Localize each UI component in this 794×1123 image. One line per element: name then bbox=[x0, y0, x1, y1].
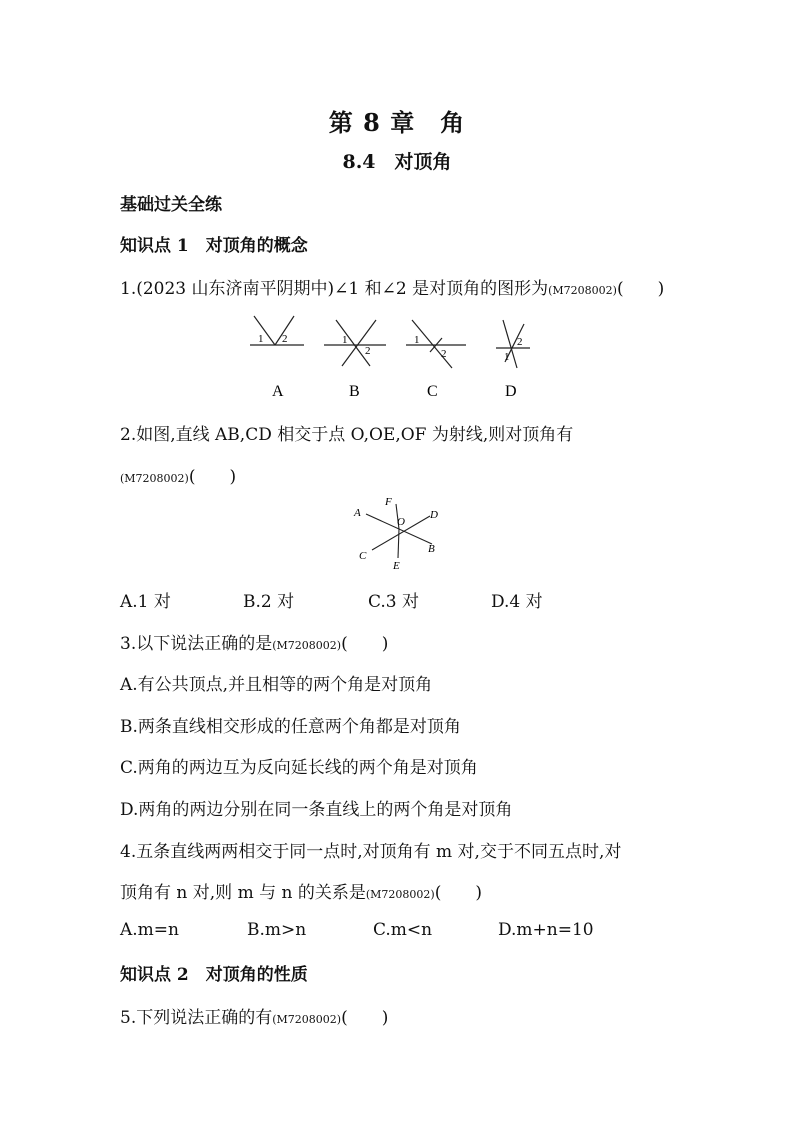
question-2-option-c: C.3 对 bbox=[368, 592, 420, 612]
figure-a-mark-2: 2 bbox=[282, 333, 288, 345]
knowledge-point-2: 知识点 2 对顶角的性质 bbox=[120, 965, 308, 985]
figure-c-mark-2: 2 bbox=[441, 348, 447, 360]
question-1 bbox=[120, 274, 664, 299]
point-c-label: C bbox=[359, 550, 367, 562]
figure-b-mark-1: 1 bbox=[342, 334, 348, 346]
question-3-option-b: B.两条直线相交形成的任意两个角都是对顶角 bbox=[120, 717, 461, 737]
question-2: 2.如图,直线 AB,CD 相交于点 O,OE,OF 为射线,则对顶角有 bbox=[120, 425, 574, 445]
question-5-paren: ( ) bbox=[341, 1008, 389, 1028]
chapter-title: 第 8 章 角 bbox=[328, 108, 466, 137]
question-3-text: 3.以下说法正确的是 bbox=[120, 634, 273, 654]
question-2-figure bbox=[346, 492, 450, 572]
question-2-paren: ( ) bbox=[188, 467, 237, 487]
question-1-text: 1.(2023 山东济南平阴期中)∠1 和∠2 是对顶角的图形为 bbox=[120, 279, 549, 299]
point-f-label: F bbox=[385, 496, 392, 508]
question-1-paren: ( ) bbox=[616, 279, 665, 299]
question-4-text: 顶角有 n 对,则 m 与 n 的关系是 bbox=[120, 883, 366, 903]
figure-d bbox=[496, 320, 530, 400]
question-2-option-d: D.4 对 bbox=[491, 592, 543, 612]
figure-b-mark-2: 2 bbox=[365, 345, 371, 357]
point-b-label: B bbox=[428, 543, 435, 555]
figure-c-label: C bbox=[427, 383, 438, 400]
figure-c bbox=[406, 320, 466, 400]
question-5-text: 5.下列说法正确的有 bbox=[120, 1008, 273, 1028]
question-2-option-b: B.2 对 bbox=[243, 592, 295, 612]
question-5-code: (M7208002) bbox=[272, 1013, 342, 1026]
figure-d-label: D bbox=[505, 383, 517, 400]
question-2-option-a: A.1 对 bbox=[120, 592, 171, 612]
point-d-label: D bbox=[430, 509, 438, 521]
question-3-option-c: C.两角的两边互为反向延长线的两个角是对顶角 bbox=[120, 758, 478, 778]
figure-d-mark-2: 2 bbox=[517, 336, 523, 348]
figure-c-mark-1: 1 bbox=[414, 334, 420, 346]
question-4-option-b: B.m>n bbox=[247, 920, 307, 940]
question-3 bbox=[120, 629, 388, 654]
question-4-paren: ( ) bbox=[434, 883, 482, 903]
question-2-tail bbox=[120, 462, 236, 487]
question-4-line-1: 4.五条直线两两相交于同一点时,对顶角有 m 对,交于不同五点时,对 bbox=[120, 842, 622, 862]
question-4-option-d: D.m+n=10 bbox=[498, 920, 594, 940]
question-5 bbox=[120, 1003, 388, 1028]
figure-a bbox=[250, 316, 304, 400]
knowledge-point-1: 知识点 1 对顶角的概念 bbox=[120, 236, 308, 256]
question-2-code: (M7208002) bbox=[120, 472, 189, 485]
point-e-label: E bbox=[393, 560, 400, 572]
figure-d-mark-1: 1 bbox=[504, 351, 510, 363]
question-1-code: (M7208002) bbox=[548, 284, 617, 297]
question-1-figures bbox=[240, 312, 540, 404]
question-3-option-a: A.有公共顶点,并且相等的两个角是对顶角 bbox=[120, 675, 433, 695]
question-4-option-c: C.m<n bbox=[373, 920, 433, 940]
practice-heading: 基础过关全练 bbox=[120, 195, 222, 215]
figure-a-mark-1: 1 bbox=[258, 333, 264, 345]
question-3-code: (M7208002) bbox=[272, 639, 342, 652]
point-a-label: A bbox=[354, 507, 361, 519]
question-4-code: (M7208002) bbox=[365, 888, 435, 901]
figure-b bbox=[324, 320, 386, 400]
figure-b-label: B bbox=[349, 383, 360, 400]
question-4-line-2 bbox=[120, 878, 482, 903]
point-o-label: O bbox=[397, 516, 405, 528]
question-4-option-a: A.m=n bbox=[120, 920, 179, 940]
section-title: 8.4 对顶角 bbox=[342, 151, 452, 173]
question-3-option-d: D.两角的两边分别在同一条直线上的两个角是对顶角 bbox=[120, 800, 513, 820]
figure-a-label: A bbox=[272, 383, 284, 400]
question-3-paren: ( ) bbox=[341, 634, 389, 654]
